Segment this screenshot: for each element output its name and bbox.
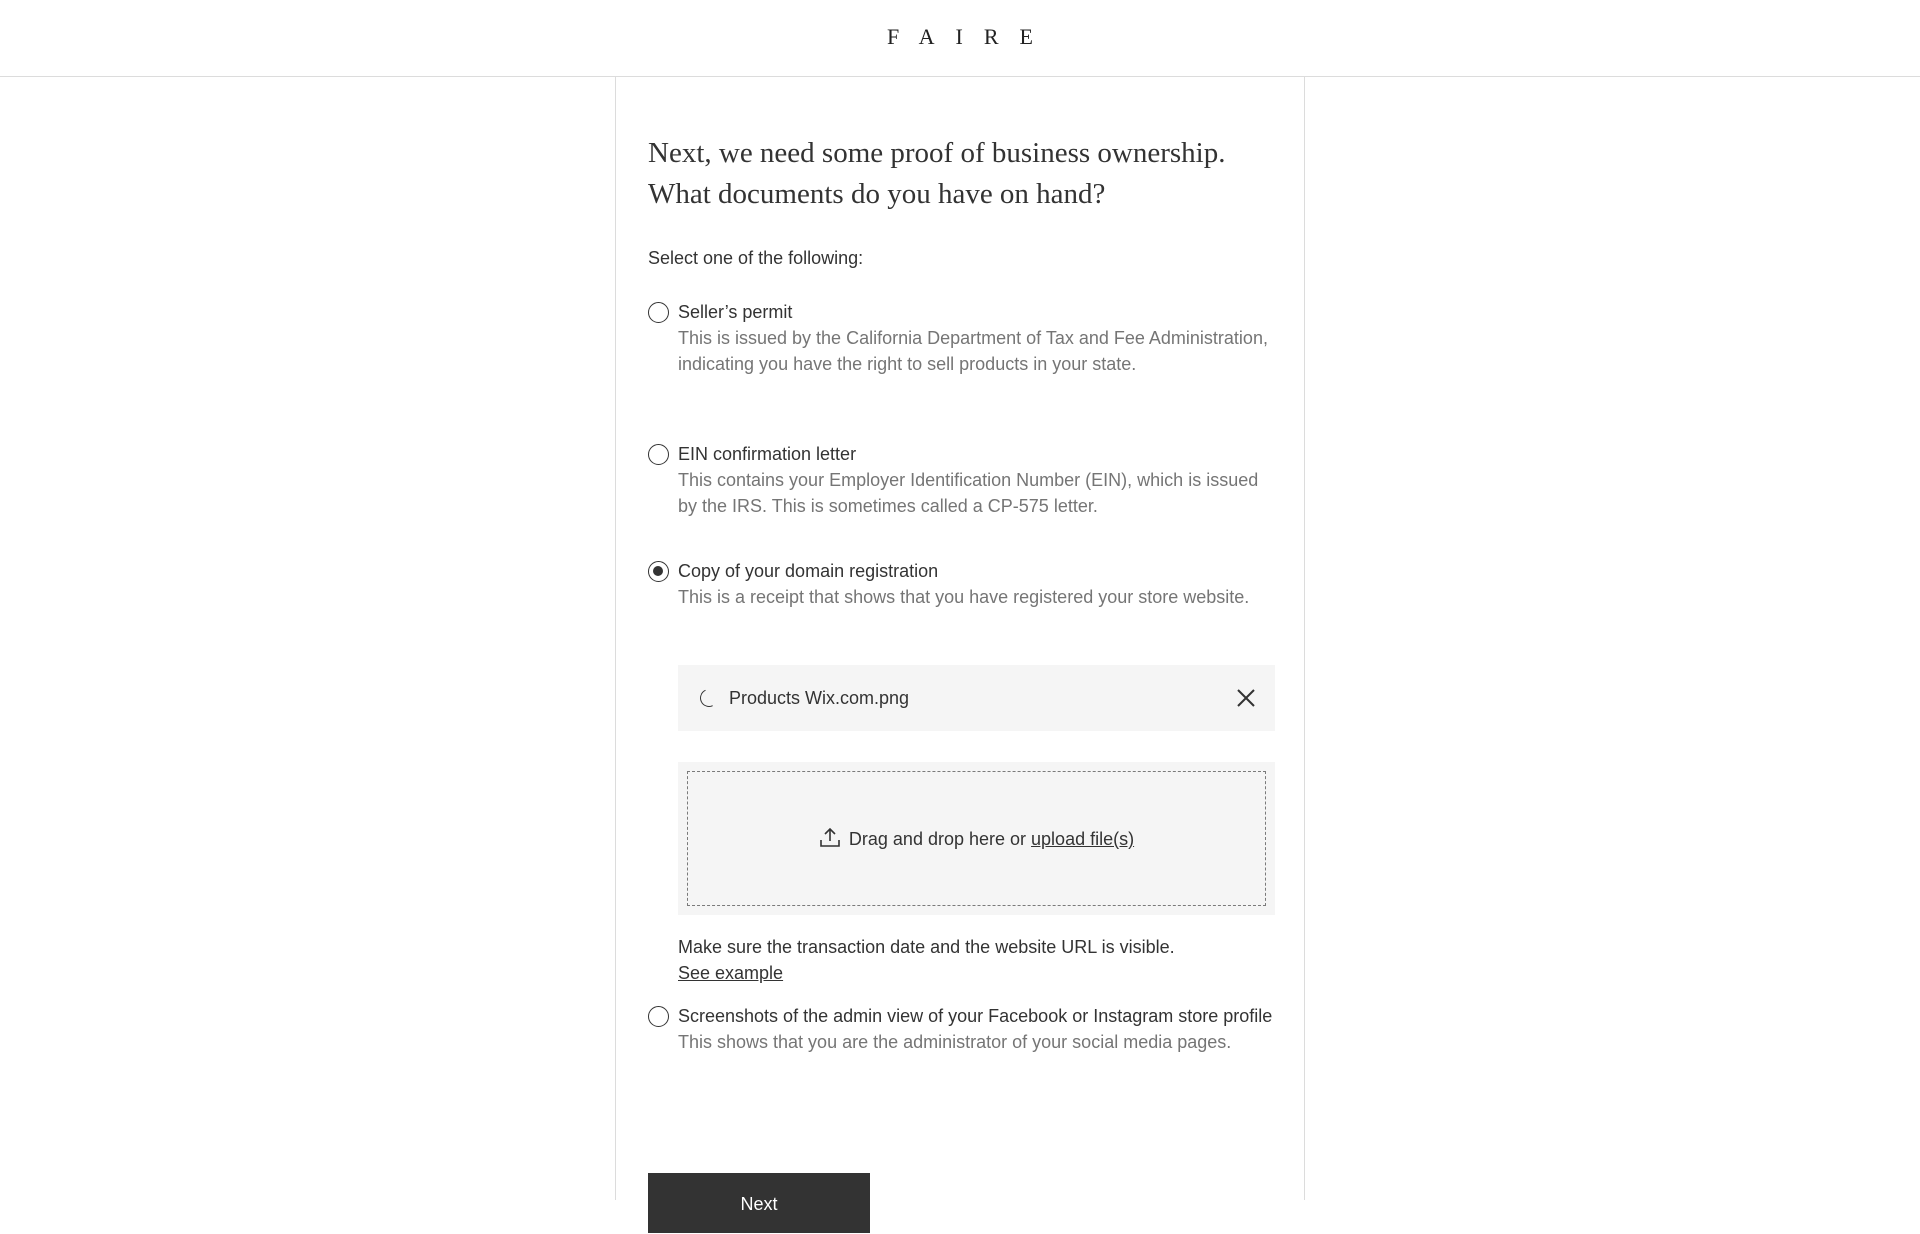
option-text	[678, 299, 1276, 377]
faire-logo[interactable]: FAIRE	[887, 24, 1054, 49]
see-example-link[interactable]: See example	[678, 963, 784, 983]
option-description: This is a receipt that shows that you have registered your store website.	[678, 587, 1250, 607]
uploaded-file-row	[678, 665, 1275, 731]
page-title-line-1: Next, we need some proof of business ownership.	[648, 137, 1226, 169]
option-text	[678, 1003, 1276, 1055]
option-label[interactable]: EIN confirmation letter	[678, 444, 857, 464]
top-header	[0, 0, 1920, 77]
radio-domain-registration[interactable]	[648, 561, 669, 582]
page-title-line-2: What documents do you have on hand?	[648, 178, 1106, 210]
option-description: This shows that you are the administrator of your social media pages.	[678, 1032, 1232, 1052]
radio-sellers-permit[interactable]	[648, 302, 669, 323]
radio-social-admin-screenshots[interactable]	[648, 1006, 669, 1027]
radio-ein-letter[interactable]	[648, 444, 669, 465]
upload-files-link[interactable]: upload file(s)	[1031, 829, 1135, 849]
option-label[interactable]: Copy of your domain registration	[678, 561, 939, 581]
main-column	[615, 77, 1305, 1214]
page-title	[648, 133, 1276, 215]
upload-hint	[678, 934, 1275, 986]
loading-spinner-icon	[697, 686, 720, 709]
next-button[interactable]: Next	[648, 1173, 870, 1233]
upload-icon	[819, 826, 841, 855]
option-text	[678, 441, 1276, 519]
file-dropzone[interactable]	[678, 762, 1275, 915]
option-label[interactable]: Seller’s permit	[678, 302, 793, 322]
option-text	[678, 558, 1276, 610]
dropzone-content	[688, 826, 1265, 855]
select-instruction: Select one of the following:	[648, 248, 864, 268]
option-description: This is issued by the California Department of Tax and Fee Administration, indicating you have the right to sell products in your state.	[678, 328, 1268, 374]
dropzone-border[interactable]	[687, 771, 1266, 906]
option-label[interactable]: Screenshots of the admin view of your Facebook or Instagram store profile	[678, 1006, 1273, 1026]
dropzone-text: Drag and drop here or	[848, 829, 1027, 849]
uploaded-file-name: Products Wix.com.png	[729, 688, 910, 708]
close-icon[interactable]	[1235, 687, 1257, 709]
hint-text: Make sure the transaction date and the website URL is visible.	[678, 937, 1175, 957]
option-description: This contains your Employer Identification Number (EIN), which is issued by the IRS. This is sometimes called a CP-575 letter.	[678, 470, 1259, 516]
